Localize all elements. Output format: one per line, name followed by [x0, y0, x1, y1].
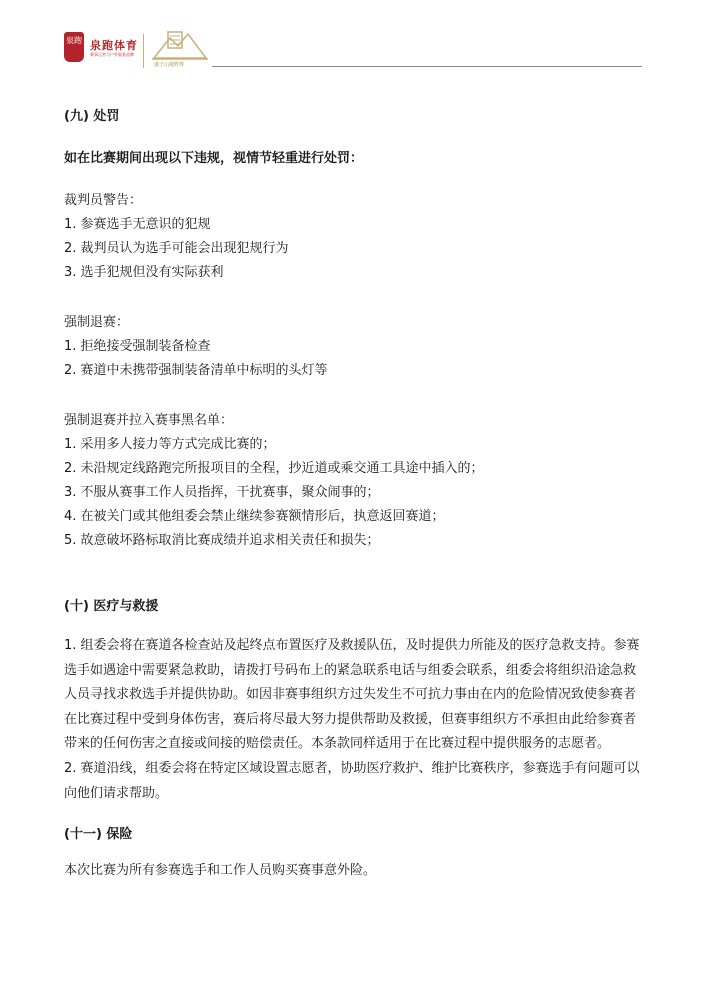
blacklist-heading: 强制退赛并拉入赛事黑名单： [64, 413, 234, 428]
paragraph-line: 在比赛过程中受到身体伤害，赛后将尽最大努力提供帮助及救援，但赛事组织方不承担由此给参赛者 [64, 711, 637, 727]
header-divider [143, 34, 144, 68]
paragraph-line: 选手如遇途中需要紧急救助，请拨打号码布上的紧急联系电话与组委会联系，组委会将组织沿途急救 [64, 662, 637, 678]
section-title-penalty: (九) 处罚 [64, 109, 120, 124]
list-item: 1. 采用多人接力等方式完成比赛的； [64, 437, 276, 452]
list-item: 4. 在被关门或其他组委会禁止继续参赛额情形后，执意返回赛道； [64, 509, 445, 524]
list-item: 3. 不服从赛事工作人员指挥，干扰赛事，聚众闹事的； [64, 485, 380, 500]
list-item: 3. 选手犯规但没有实际获利 [64, 265, 224, 280]
partner-name: 盛子山越野赛 [154, 62, 185, 68]
seal-text: 泉跑 [66, 36, 82, 45]
page-header [0, 0, 702, 80]
section-title-insurance: (十一) 保险 [64, 827, 133, 842]
list-item: 1. 拒绝接受强制装备检查 [64, 339, 211, 354]
medical-paragraph-2 [64, 757, 639, 806]
paragraph-line: 人员寻找求救选手并提供协助。如因非赛事组织方过失发生不可抗力事由在内的危险情况致使参赛者 [64, 687, 637, 703]
insurance-text: 本次比赛为所有参赛选手和工作人员购买赛事意外险。 [64, 863, 377, 878]
section-title-medical: (十) 医疗与救援 [64, 599, 159, 614]
paragraph-line: 带来的任何伤害之直接或间接的赔偿责任。本条款同样适用于在比赛过程中提供服务的志愿者。 [64, 736, 611, 752]
paragraph-line: 向他们请求帮助。 [64, 785, 169, 801]
brand-subtitle: 赛事运营与户外服务品牌 [90, 52, 134, 57]
list-item: 2. 裁判员认为选手可能会出现犯规行为 [64, 241, 289, 256]
warning-heading: 裁判员警告： [64, 193, 143, 208]
brand-name: 泉跑体育 [90, 39, 138, 52]
list-item: 1. 参赛选手无意识的犯规 [64, 217, 211, 232]
forced-exit-heading: 强制退赛： [64, 315, 130, 330]
brand-seal-logo [64, 32, 84, 62]
list-item: 2. 赛道中未携带强制装备清单中标明的头灯等 [64, 363, 328, 378]
list-item: 5. 故意破坏路标取消比赛成绩并追求相关责任和损失； [64, 533, 380, 548]
mountain-emblem-icon [150, 28, 210, 62]
header-rule [212, 66, 642, 67]
paragraph-line: 1. 组委会将在赛道各检查站及起终点布置医疗及救援队伍，及时提供力所能及的医疗急救支持。参赛 [64, 638, 640, 653]
medical-paragraph-1 [64, 634, 639, 757]
list-item: 2. 未沿规定线路跑完所报项目的全程，抄近道或乘交通工具途中插入的； [64, 461, 484, 476]
paragraph-line: 2. 赛道沿线，组委会将在特定区域设置志愿者，协助医疗救护、维护比赛秩序，参赛选手有问题可以 [64, 761, 640, 776]
penalty-intro: 如在比赛期间出现以下违规，视情节轻重进行处罚： [64, 151, 364, 166]
